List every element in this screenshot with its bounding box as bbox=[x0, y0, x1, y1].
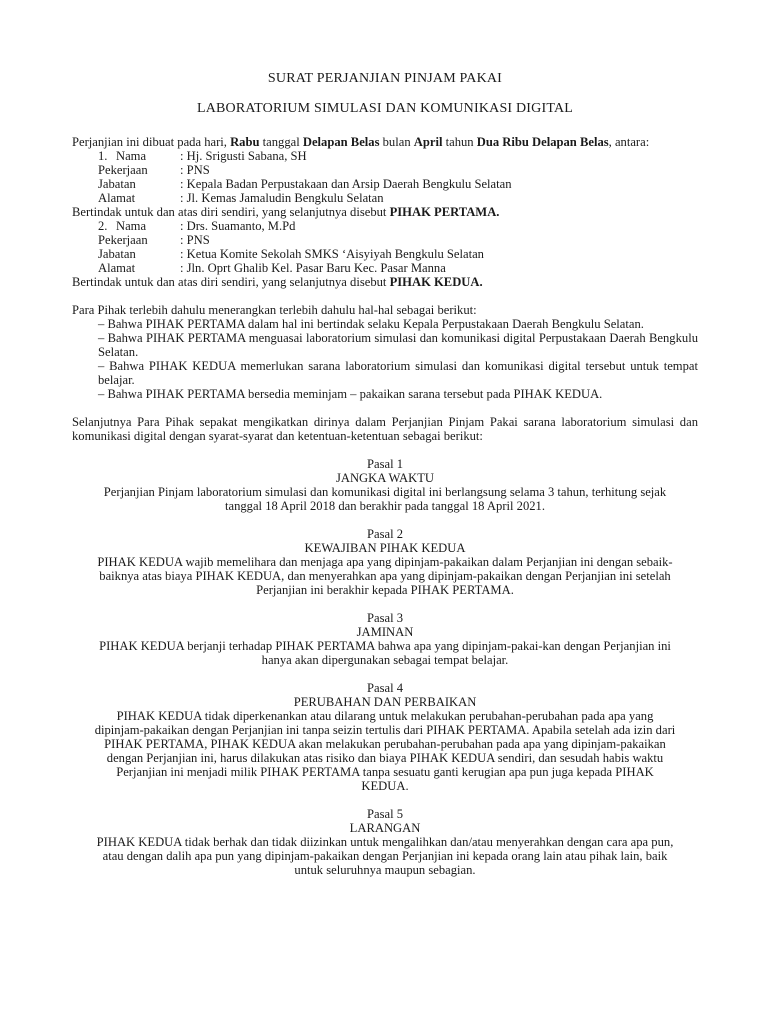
intro-text: bulan bbox=[379, 135, 414, 149]
agreement-paragraph: Selanjutnya Para Pihak sepakat mengikatkan dirinya dalam Perjanjian Pinjam Pakai sarana laboratorium simulasi dan komunikasi digital dengan syarat-syarat dan ketentuan-ketentuan sebagai berikut: bbox=[72, 415, 698, 443]
pasal-heading: JANGKA WAKTU bbox=[335, 471, 435, 485]
field-label: Nama bbox=[116, 219, 147, 233]
list-item: – Bahwa PIHAK PERTAMA bersedia meminjam – pakaikan sarana tersebut pada PIHAK KEDUA. bbox=[98, 387, 603, 401]
pasal-body: PIHAK KEDUA berjanji terhadap PIHAK PERTAMA bahwa apa yang dipinjam-pakai-kan dengan Perjanjian ini hanya akan dipergunakan sebagai tempat belajar. bbox=[99, 639, 671, 667]
party-2-details bbox=[72, 219, 698, 289]
party-1-role bbox=[72, 205, 698, 219]
intro-month: April bbox=[413, 135, 443, 149]
document-title: SURAT PERJANJIAN PINJAM PAKAI bbox=[267, 71, 503, 86]
party-1-details bbox=[72, 149, 698, 219]
party-1-field bbox=[72, 191, 698, 205]
pasal-number: Pasal 4 bbox=[366, 681, 404, 695]
pasal-body: Perjanjian Pinjam laboratorium simulasi dan komunikasi digital ini berlangsung selama 3 tahun, terhitung sejak tanggal 18 April 2018 dan berakhir pada tanggal 18 April 2021. bbox=[103, 485, 667, 513]
field-value: : Ketua Komite Sekolah SMKS ‘Aisyiyah Bengkulu Selatan bbox=[180, 247, 484, 261]
party-1-field bbox=[72, 163, 698, 177]
list-item: – Bahwa PIHAK KEDUA memerlukan sarana laboratorium simulasi dan komunikasi digital tersebut untuk tempat belajar. bbox=[98, 359, 698, 387]
field-label: Jabatan bbox=[98, 177, 136, 191]
intro-text: tahun bbox=[442, 135, 477, 149]
field-value: : PNS bbox=[180, 233, 210, 247]
pasal-3 bbox=[72, 611, 698, 667]
party-2-field bbox=[72, 247, 698, 261]
pasal-body: PIHAK KEDUA tidak berhak dan tidak diizinkan untuk mengalihkan dan/atau menyerahkan dengan cara apa pun, atau dengan dalih apa pun yang dipinjam-pakaikan dengan Perjanjian ini kepada orang lain atau pihak lain, baik untuk seluruhnya maupun sebagian. bbox=[96, 835, 674, 877]
pasal-number: Pasal 2 bbox=[366, 527, 404, 541]
role-text: Bertindak untuk dan atas diri sendiri, yang selanjutnya disebut bbox=[72, 205, 390, 219]
intro-paragraph bbox=[72, 135, 698, 149]
pasal-number: Pasal 1 bbox=[366, 457, 404, 471]
field-value: : Kepala Badan Perpustakaan dan Arsip Daerah Bengkulu Selatan bbox=[180, 177, 512, 191]
pasal-heading: KEWAJIBAN PIHAK KEDUA bbox=[304, 541, 466, 555]
field-label: Pekerjaan bbox=[98, 233, 148, 247]
pasal-heading: JAMINAN bbox=[356, 625, 414, 639]
pasal-1 bbox=[72, 457, 698, 513]
party-1-field bbox=[72, 177, 698, 191]
intro-day: Rabu bbox=[230, 135, 260, 149]
party-2-field bbox=[72, 219, 698, 233]
intro-text: , antara: bbox=[608, 135, 650, 149]
party-2-field bbox=[72, 261, 698, 275]
document-subtitle: LABORATORIUM SIMULASI DAN KOMUNIKASI DIGITAL bbox=[196, 101, 574, 116]
field-label: Jabatan bbox=[98, 247, 136, 261]
pasal-number: Pasal 5 bbox=[366, 807, 404, 821]
party-2-role bbox=[72, 275, 698, 289]
intro-year: Dua Ribu Delapan Belas bbox=[476, 135, 609, 149]
field-label: Pekerjaan bbox=[98, 163, 148, 177]
pasal-5 bbox=[72, 807, 698, 877]
role-text: Bertindak untuk dan atas diri sendiri, yang selanjutnya disebut bbox=[72, 275, 390, 289]
party-2-field bbox=[72, 233, 698, 247]
field-value: : Drs. Suamanto, M.Pd bbox=[180, 219, 296, 233]
pasal-number: Pasal 3 bbox=[366, 611, 404, 625]
pasal-2 bbox=[72, 527, 698, 597]
party-number: 2. bbox=[98, 219, 108, 233]
preamble: Para Pihak terlebih dahulu menerangkan terlebih dahulu hal-hal sebagai berikut: bbox=[72, 303, 477, 317]
intro-text: tanggal bbox=[259, 135, 303, 149]
list-item: – Bahwa PIHAK PERTAMA dalam hal ini bertindak selaku Kepala Perpustakaan Daerah Bengkulu Selatan. bbox=[98, 317, 644, 331]
intro-text: Perjanjian ini dibuat pada hari, bbox=[72, 135, 231, 149]
field-label: Alamat bbox=[98, 261, 136, 275]
intro-date: Delapan Belas bbox=[302, 135, 380, 149]
role-name: PIHAK KEDUA. bbox=[389, 275, 483, 289]
field-value: : PNS bbox=[180, 163, 210, 177]
pasal-heading: PERUBAHAN DAN PERBAIKAN bbox=[293, 695, 477, 709]
field-label: Alamat bbox=[98, 191, 136, 205]
pasal-4 bbox=[72, 681, 698, 793]
role-name: PIHAK PERTAMA. bbox=[389, 205, 500, 219]
field-value: : Jl. Kemas Jamaludin Bengkulu Selatan bbox=[180, 191, 384, 205]
party-number: 1. bbox=[98, 149, 108, 163]
field-value: : Hj. Srigusti Sabana, SH bbox=[180, 149, 307, 163]
pasal-body: PIHAK KEDUA tidak diperkenankan atau dilarang untuk melakukan perubahan-perubahan pada apa yang dipinjam-pakaikan dengan Perjanjian ini tanpa seizin tertulis dari PIHAK PERTAMA. Apabila setelah ada izin dari PIHAK PERTAMA, PIHAK KEDUA akan melakukan perubahan-perubahan pada apa yang dipinjam-pakaikan dengan Perjanjian ini, harus dilakukan atas risiko dan biaya PIHAK KEDUA sendiri, dan sesudah habis waktu Perjanjian ini menjadi milik PIHAK PERTAMA tanpa sesuatu ganti kerugian apa pun juga kepada PIHAK KEDUA. bbox=[94, 709, 676, 793]
pasal-body: PIHAK KEDUA wajib memelihara dan menjaga apa yang dipinjam-pakaikan dalam Perjanjian ini dengan sebaik-baiknya atas biaya PIHAK KEDUA, dan menyerahkan apa yang dipinjam-pakaikan dengan Perjanjian ini setelah Perjanjian ini berakhir kepada PIHAK PERTAMA. bbox=[97, 555, 673, 597]
party-1-field bbox=[72, 149, 698, 163]
preamble-list bbox=[72, 317, 698, 401]
list-item: – Bahwa PIHAK PERTAMA menguasai laboratorium simulasi dan komunikasi digital Perpustakaan Daerah Bengkulu Selatan. bbox=[98, 331, 698, 359]
field-value: : Jln. Oprt Ghalib Kel. Pasar Baru Kec. Pasar Manna bbox=[180, 261, 446, 275]
pasal-heading: LARANGAN bbox=[349, 821, 421, 835]
field-label: Nama bbox=[116, 149, 147, 163]
